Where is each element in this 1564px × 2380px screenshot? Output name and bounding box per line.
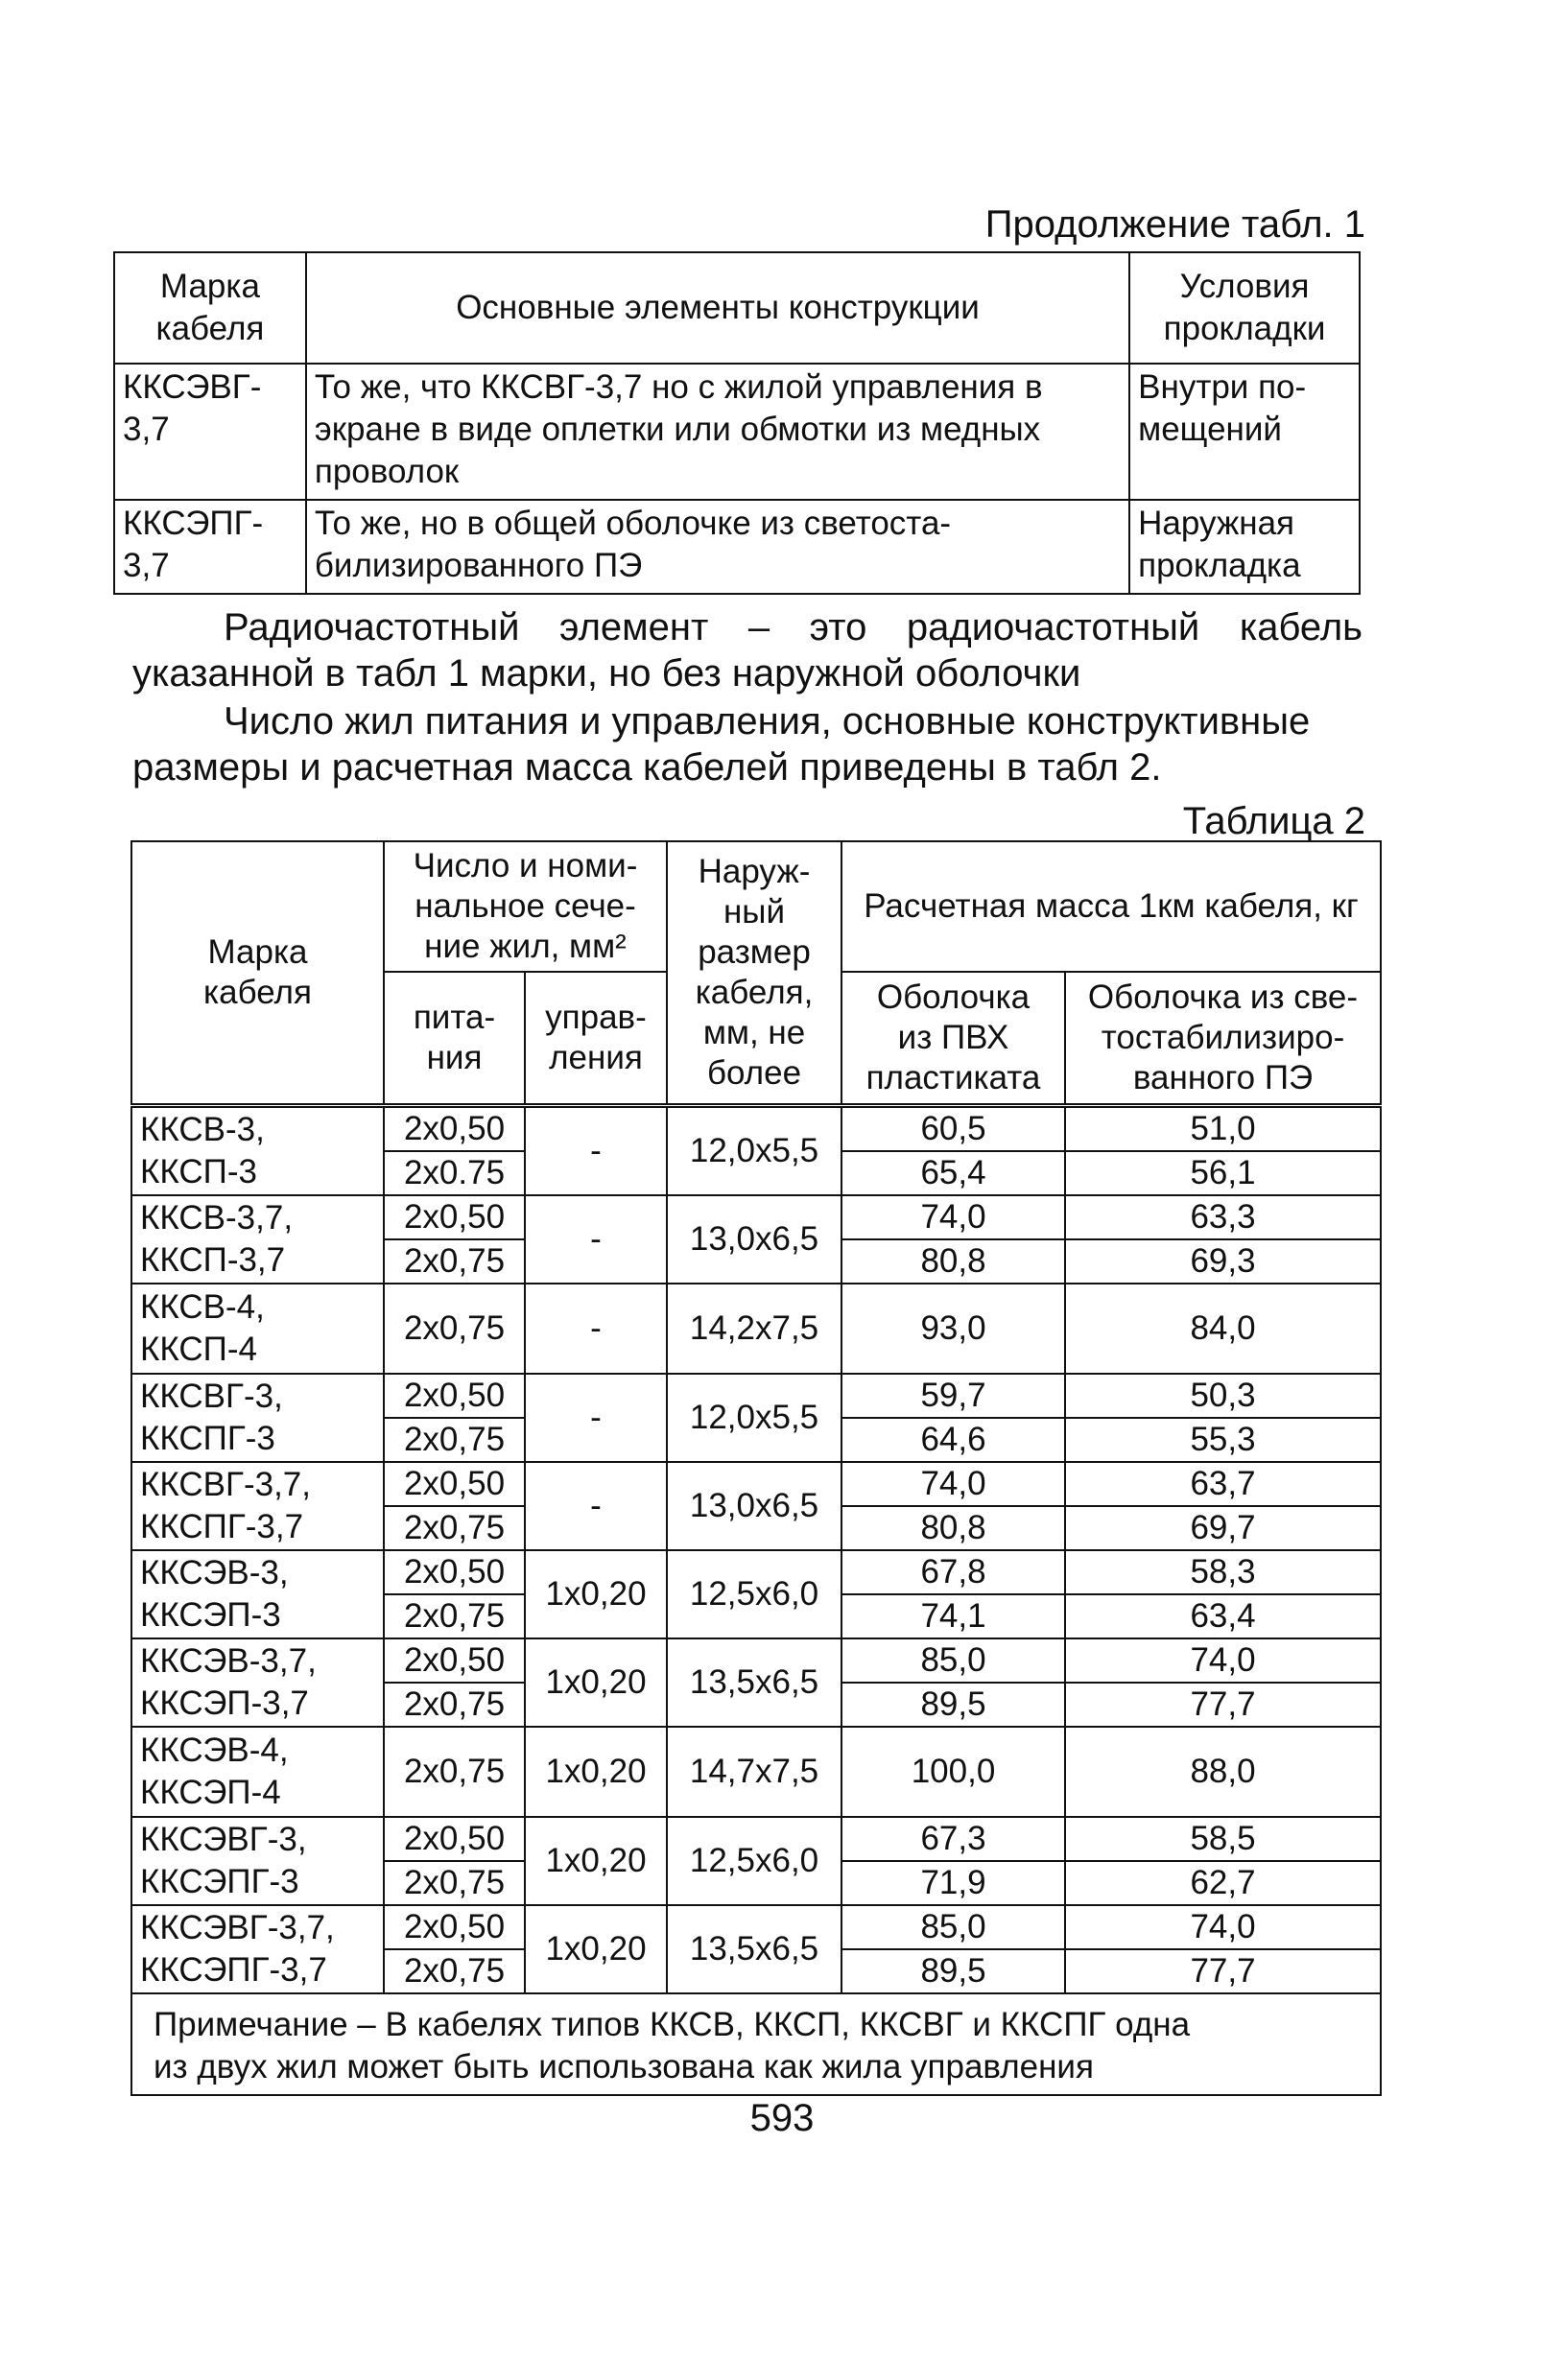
cell-line: Внутри по-	[1138, 368, 1307, 406]
paragraph-line: указанной в табл 1 марки, но без наружной оболочки	[132, 652, 1081, 695]
table2-cell-mark	[131, 1374, 384, 1462]
table2-header-pvc: Оболочка из ПВХ пластиката	[841, 972, 1065, 1106]
table2-cell-power: 2x0.75	[384, 1151, 525, 1195]
table2-row	[131, 1195, 1381, 1239]
table2-cell-control: -	[525, 1462, 667, 1550]
table2-cell-pvc: 93,0	[841, 1284, 1065, 1374]
table2-cell-power: 2x0,50	[384, 1905, 525, 1949]
table2-cell-mark	[131, 1817, 384, 1905]
table2-cell-control: 1x0,20	[525, 1727, 667, 1817]
table2-note	[131, 1993, 1381, 2095]
table1-cell-mark	[114, 364, 306, 500]
table2-cell-pe: 55,3	[1065, 1418, 1381, 1462]
table2-cell-power: 2x0,75	[384, 1418, 525, 1462]
table2-row	[131, 1817, 1381, 1861]
table2-row	[131, 1905, 1381, 1949]
table2-cell-mark	[131, 1638, 384, 1727]
table2-header-cores-group: Число и номи-нальное сече-ние жил, мм²	[384, 841, 667, 972]
table2-cell-mark	[131, 1462, 384, 1550]
table2-header-size: Наруж-ный размер кабеля, мм, не более	[667, 841, 841, 1106]
cell-line: ККСЭПГ-3	[140, 1863, 299, 1900]
table2-row	[131, 1374, 1381, 1418]
table1-row	[114, 364, 1360, 500]
table2-cell-power: 2x0,50	[384, 1817, 525, 1861]
table2-row	[131, 1550, 1381, 1594]
table2-cell-pe: 58,5	[1065, 1817, 1381, 1861]
table2-header-pe: Оболочка из све-тостабилизиро-ванного ПЭ	[1065, 972, 1381, 1106]
page-number: 593	[749, 2097, 815, 2139]
table2-cell-pvc: 80,8	[841, 1506, 1065, 1550]
cell-line: 3,7	[123, 411, 170, 448]
table2-cell-pvc: 65,4	[841, 1151, 1065, 1195]
table2-cell-mark	[131, 1905, 384, 1993]
table2-cell-power: 2x0,50	[384, 1462, 525, 1506]
cell-line: То же, что ККСВГ-3,7 но с жилой управления в	[314, 368, 1043, 406]
table1-caption: Продолжение табл. 1	[984, 203, 1365, 246]
table2-cell-power: 2x0,75	[384, 1239, 525, 1284]
table2-cell-power: 2x0,75	[384, 1594, 525, 1638]
cell-line: билизированного ПЭ	[314, 547, 643, 584]
table2-cell-control: 1x0,20	[525, 1817, 667, 1905]
table2-cell-pe: 77,7	[1065, 1949, 1381, 1993]
cell-line: ККСП-3	[140, 1153, 257, 1190]
table2-cell-mark	[131, 1550, 384, 1638]
cell-line: ККСВГ-3,7,	[140, 1466, 311, 1503]
paragraph-line: размеры и расчетная масса кабелей приведены в табл 2.	[132, 746, 1162, 789]
table2-cell-pe: 84,0	[1065, 1284, 1381, 1374]
table1-cell-mark	[114, 500, 306, 594]
table2-cell-pe: 63,3	[1065, 1195, 1381, 1239]
table1-cell-elements	[306, 500, 1129, 594]
table2-cell-power: 2x0,75	[384, 1506, 525, 1550]
table1-cell-elements	[306, 364, 1129, 500]
cell-line: ККСЭВГ-3,	[140, 1821, 307, 1858]
table2-cell-pvc: 100,0	[841, 1727, 1065, 1817]
table2-cell-size: 13,5x6,5	[667, 1905, 841, 1993]
table2-cell-pvc: 67,8	[841, 1550, 1065, 1594]
cell-line: ККСЭП-3	[140, 1596, 281, 1634]
table2-cell-pvc: 80,8	[841, 1239, 1065, 1284]
cell-line: ККСЭП-4	[140, 1774, 281, 1811]
table1-cell-conditions	[1129, 500, 1360, 594]
table2-cell-pe: 63,7	[1065, 1462, 1381, 1506]
table2-cell-pe: 62,7	[1065, 1861, 1381, 1905]
cell-line: проволок	[314, 453, 460, 490]
paragraph-cores-info	[132, 698, 1363, 790]
table2-row	[131, 1727, 1381, 1817]
table2-cell-size: 13,0x6,5	[667, 1195, 841, 1284]
table2-cell-control: 1x0,20	[525, 1550, 667, 1638]
table2-cell-size: 14,2x7,5	[667, 1284, 841, 1374]
table2-row	[131, 1638, 1381, 1683]
table2-cell-pe: 56,1	[1065, 1151, 1381, 1195]
table2-cell-pvc: 74,1	[841, 1594, 1065, 1638]
table2-cell-size: 13,0x6,5	[667, 1462, 841, 1550]
table2-cell-pe: 69,7	[1065, 1506, 1381, 1550]
table2-cell-pe: 88,0	[1065, 1727, 1381, 1817]
paragraph-line: Число жил питания и управления, основные конструктивные	[224, 700, 1311, 742]
cell-line: ККСЭВГ-3,7,	[140, 1909, 335, 1946]
table2-cell-pe: 77,7	[1065, 1683, 1381, 1727]
table2-cell-pe: 74,0	[1065, 1638, 1381, 1683]
table2-row	[131, 1284, 1381, 1374]
cell-line: ККСЭП-3,7	[140, 1685, 309, 1722]
table2-header-mark: Марка кабеля	[131, 841, 384, 1106]
cell-line: ККСП-4	[140, 1331, 257, 1368]
paragraph-line: Радиочастотный элемент – это радиочастотный кабель	[224, 606, 1363, 648]
table1-header-conditions: Условия прокладки	[1129, 252, 1360, 364]
table2-cell-pvc: 60,5	[841, 1106, 1065, 1152]
table2-cell-power: 2x0,75	[384, 1861, 525, 1905]
table2	[130, 840, 1382, 2096]
table2-cell-pvc: 74,0	[841, 1462, 1065, 1506]
table2-cell-control: -	[525, 1106, 667, 1196]
cell-line: ККСЭВ-3,7,	[140, 1642, 317, 1680]
cell-line: ККСВ-4,	[140, 1288, 265, 1326]
table2-cell-pe: 51,0	[1065, 1106, 1381, 1152]
cell-line: прокладка	[1138, 547, 1301, 584]
table2-cell-control: 1x0,20	[525, 1905, 667, 1993]
table2-cell-pe: 50,3	[1065, 1374, 1381, 1418]
table2-cell-power: 2x0,50	[384, 1195, 525, 1239]
table2-caption: Таблица 2	[1182, 800, 1365, 842]
cell-line: 3,7	[123, 547, 170, 584]
table1	[113, 251, 1361, 595]
table1-header-row	[114, 252, 1360, 364]
table2-cell-power: 2x0,50	[384, 1550, 525, 1594]
table2-row	[131, 1106, 1381, 1152]
table2-cell-mark	[131, 1195, 384, 1284]
table2-cell-pe: 74,0	[1065, 1905, 1381, 1949]
table2-note-row	[131, 1993, 1381, 2095]
table2-cell-pvc: 85,0	[841, 1905, 1065, 1949]
table2-cell-power: 2x0,75	[384, 1683, 525, 1727]
cell-line: ККСВГ-3,	[140, 1378, 283, 1415]
cell-line: экране в виде оплетки или обмотки из медных	[314, 411, 1041, 448]
table2-cell-size: 12,0x5,5	[667, 1374, 841, 1462]
table2-cell-pvc: 85,0	[841, 1638, 1065, 1683]
note-line: Примечание – В кабелях типов ККСВ, ККСП, ККСВГ и ККСПГ одна	[154, 2006, 1191, 2043]
table2-cell-power: 2x0,75	[384, 1949, 525, 1993]
table2-cell-pvc: 74,0	[841, 1195, 1065, 1239]
table2-cell-control: -	[525, 1284, 667, 1374]
table2-row	[131, 1462, 1381, 1506]
table2-cell-size: 14,7x7,5	[667, 1727, 841, 1817]
table1-header-mark: Марка кабеля	[114, 252, 306, 364]
table2-cell-size: 12,5x6,0	[667, 1550, 841, 1638]
table2-cell-mark	[131, 1284, 384, 1374]
table2-header-row-1	[131, 841, 1381, 972]
table2-cell-power: 2x0,50	[384, 1106, 525, 1152]
table2-cell-pvc: 64,6	[841, 1418, 1065, 1462]
table2-header-mass-group: Расчетная масса 1км кабеля, кг	[841, 841, 1381, 972]
cell-line: ККСП-3,7	[140, 1241, 286, 1279]
table2-cell-size: 12,0x5,5	[667, 1106, 841, 1196]
cell-line: ККСЭВ-3,	[140, 1554, 289, 1591]
cell-line: ККСЭВ-4,	[140, 1732, 289, 1769]
cell-line: Наружная	[1138, 505, 1295, 542]
table2-cell-control: 1x0,20	[525, 1638, 667, 1727]
table2-cell-pvc: 71,9	[841, 1861, 1065, 1905]
table2-cell-power: 2x0,75	[384, 1727, 525, 1817]
cell-line: ККСПГ-3,7	[140, 1508, 304, 1545]
table1-cell-conditions	[1129, 364, 1360, 500]
table1-header-elements: Основные элементы конструкции	[306, 252, 1129, 364]
table2-cell-power: 2x0,50	[384, 1374, 525, 1418]
table1-row	[114, 500, 1360, 594]
table2-cell-pvc: 59,7	[841, 1374, 1065, 1418]
cell-line: ККСПГ-3	[140, 1420, 275, 1457]
cell-line: То же, но в общей оболочке из светоста-	[314, 505, 952, 542]
cell-line: ККСВ-3,	[140, 1111, 265, 1148]
note-line: из двух жил может быть использована как жила управления	[154, 2048, 1094, 2085]
table2-cell-size: 13,5x6,5	[667, 1638, 841, 1727]
table2-header-power: пита-ния	[384, 972, 525, 1106]
table2-cell-pvc: 67,3	[841, 1817, 1065, 1861]
cell-line: ККСВ-3,7,	[140, 1199, 294, 1237]
table2-cell-power: 2x0,75	[384, 1284, 525, 1374]
table2-cell-pe: 69,3	[1065, 1239, 1381, 1284]
cell-line: ККСЭПГ-3,7	[140, 1951, 327, 1989]
table2-cell-mark	[131, 1106, 384, 1196]
table2-cell-power: 2x0,50	[384, 1638, 525, 1683]
table2-cell-pe: 63,4	[1065, 1594, 1381, 1638]
table2-cell-size: 12,5x6,0	[667, 1817, 841, 1905]
table2-cell-pvc: 89,5	[841, 1949, 1065, 1993]
paragraph-radio-element	[132, 604, 1363, 696]
cell-line: мещений	[1138, 411, 1282, 448]
cell-line: ККСЭПГ-	[123, 505, 264, 542]
table2-cell-pvc: 89,5	[841, 1683, 1065, 1727]
table2-cell-control: -	[525, 1195, 667, 1284]
cell-line: ККСЭВГ-	[123, 368, 262, 406]
table2-header-control: управ-ления	[525, 972, 667, 1106]
table2-cell-control: -	[525, 1374, 667, 1462]
table2-cell-mark	[131, 1727, 384, 1817]
table2-cell-pe: 58,3	[1065, 1550, 1381, 1594]
